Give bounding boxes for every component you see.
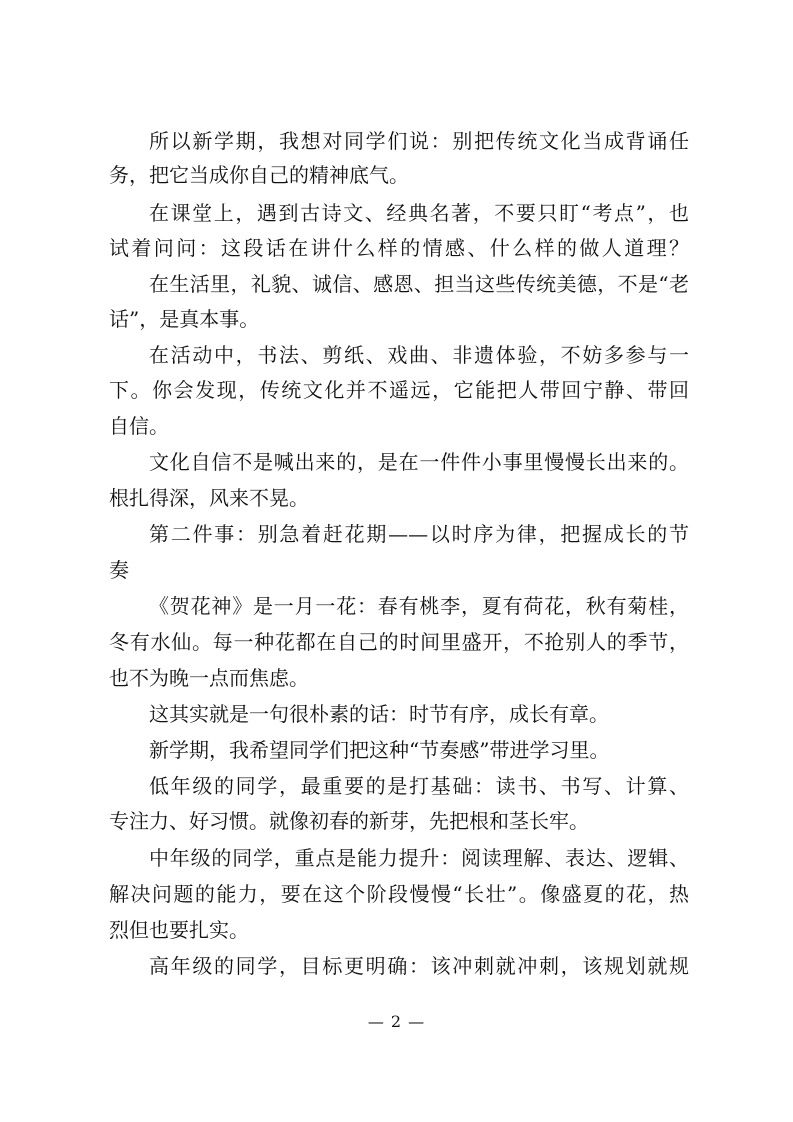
text-line: 在生活里，礼貌、诚信、感恩、担当这些传统美德，不是“老: [149, 272, 689, 296]
text-line: 在活动中，书法、剪纸、戏曲、非遗体验，不妨多参与一: [149, 343, 689, 367]
text-line: 自信。: [109, 414, 169, 438]
text-line: 奏: [109, 558, 129, 582]
text-line: 低年级的同学，最重要的是打基础：读书、书写、计算、: [149, 774, 689, 798]
text-line: 试着问问：这段话在讲什么样的情感、什么样的做人道理？: [109, 236, 689, 260]
text-line: 解决问题的能力，要在这个阶段慢慢“长壮”。像盛夏的花，热: [109, 882, 689, 906]
text-line: 也不为晚一点而焦虑。: [109, 666, 309, 690]
text-line: 高年级的同学，目标更明确：该冲刺就冲刺，该规划就规: [149, 954, 689, 978]
text-line: 务，把它当成你自己的精神底气。: [109, 163, 409, 187]
text-line: 新学期，我希望同学们把这种“节奏感”带进学习里。: [149, 738, 610, 762]
text-line: 《贺花神》是一月一花：春有桃李，夏有荷花，秋有菊桂，: [149, 594, 689, 618]
text-line: 在课堂上，遇到古诗文、经典名著，不要只盯“考点”，也: [149, 201, 689, 225]
text-line: 这其实就是一句很朴素的话：时节有序，成长有章。: [149, 702, 609, 726]
text-line: 烈但也要扎实。: [109, 918, 249, 942]
text-line: 第二件事：别急着赶花期——以时序为律，把握成长的节: [149, 522, 689, 546]
text-line: 所以新学期，我想对同学们说：别把传统文化当成背诵任: [149, 129, 689, 153]
text-line: 根扎得深，风来不晃。: [109, 486, 309, 510]
text-line: 冬有水仙。每一种花都在自己的时间里盛开，不抢别人的季节，: [109, 630, 689, 654]
text-line: 文化自信不是喊出来的，是在一件件小事里慢慢长出来的。: [149, 450, 689, 474]
text-line: 下。你会发现，传统文化并不遥远，它能把人带回宁静、带回: [109, 378, 689, 402]
text-line: 中年级的同学，重点是能力提升：阅读理解、表达、逻辑、: [149, 846, 689, 870]
page-number: — 2 —: [367, 1012, 426, 1031]
text-line: 专注力、好习惯。就像初春的新芽，先把根和茎长牢。: [109, 809, 589, 833]
text-line: 话”，是真本事。: [109, 307, 260, 331]
